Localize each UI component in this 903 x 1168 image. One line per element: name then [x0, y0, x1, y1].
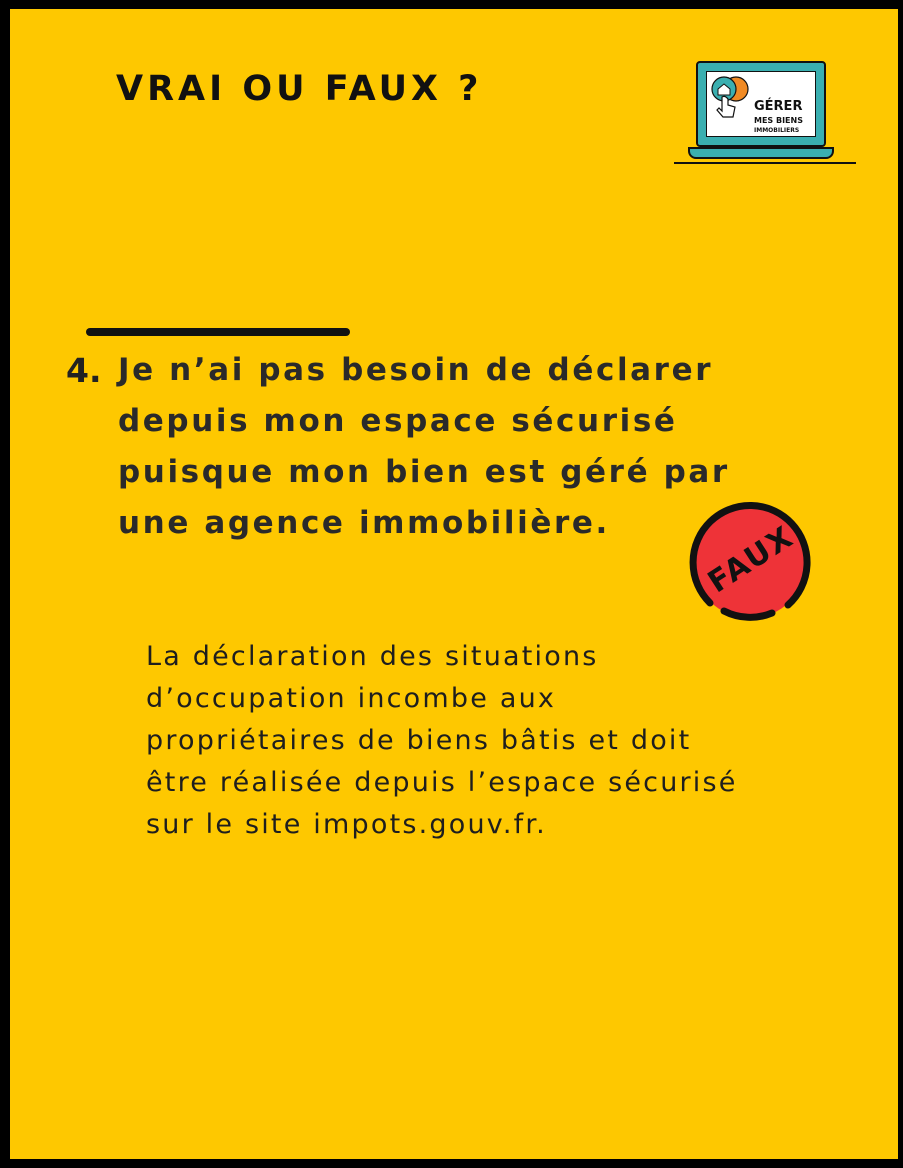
answer-line: être réalisée depuis l’espace sécurisé [146, 767, 738, 798]
faux-stamp [680, 499, 820, 627]
answer-line: La déclaration des situations [146, 641, 599, 672]
faux-stamp-label: FAUX [701, 519, 801, 601]
answer-line: sur le site impots.gouv.fr. [146, 809, 547, 840]
answer-line: propriétaires de biens bâtis et doit [146, 725, 692, 756]
question-line: puisque mon bien est géré par [118, 454, 730, 490]
page-title: VRAI OU FAUX ? [116, 69, 483, 109]
laptop-base [688, 147, 834, 159]
question-number: 4. [66, 351, 102, 390]
answer-text [146, 636, 846, 846]
laptop-pointer-icon [708, 75, 758, 119]
divider [86, 328, 350, 336]
question-line: depuis mon espace sécurisé [118, 403, 678, 439]
logo-text-immobiliers: IMMOBILIERS [754, 127, 800, 134]
laptop-baseline [674, 162, 856, 164]
question-line: Je n’ai pas besoin de déclarer [118, 352, 714, 388]
logo-text-gerer: GÉRER [754, 99, 803, 114]
card [10, 9, 898, 1159]
answer-line: d’occupation incombe aux [146, 683, 557, 714]
logo [674, 61, 856, 167]
question-line: une agence immobilière. [118, 505, 610, 541]
logo-text-mes-biens: MES BIENS [754, 116, 803, 125]
